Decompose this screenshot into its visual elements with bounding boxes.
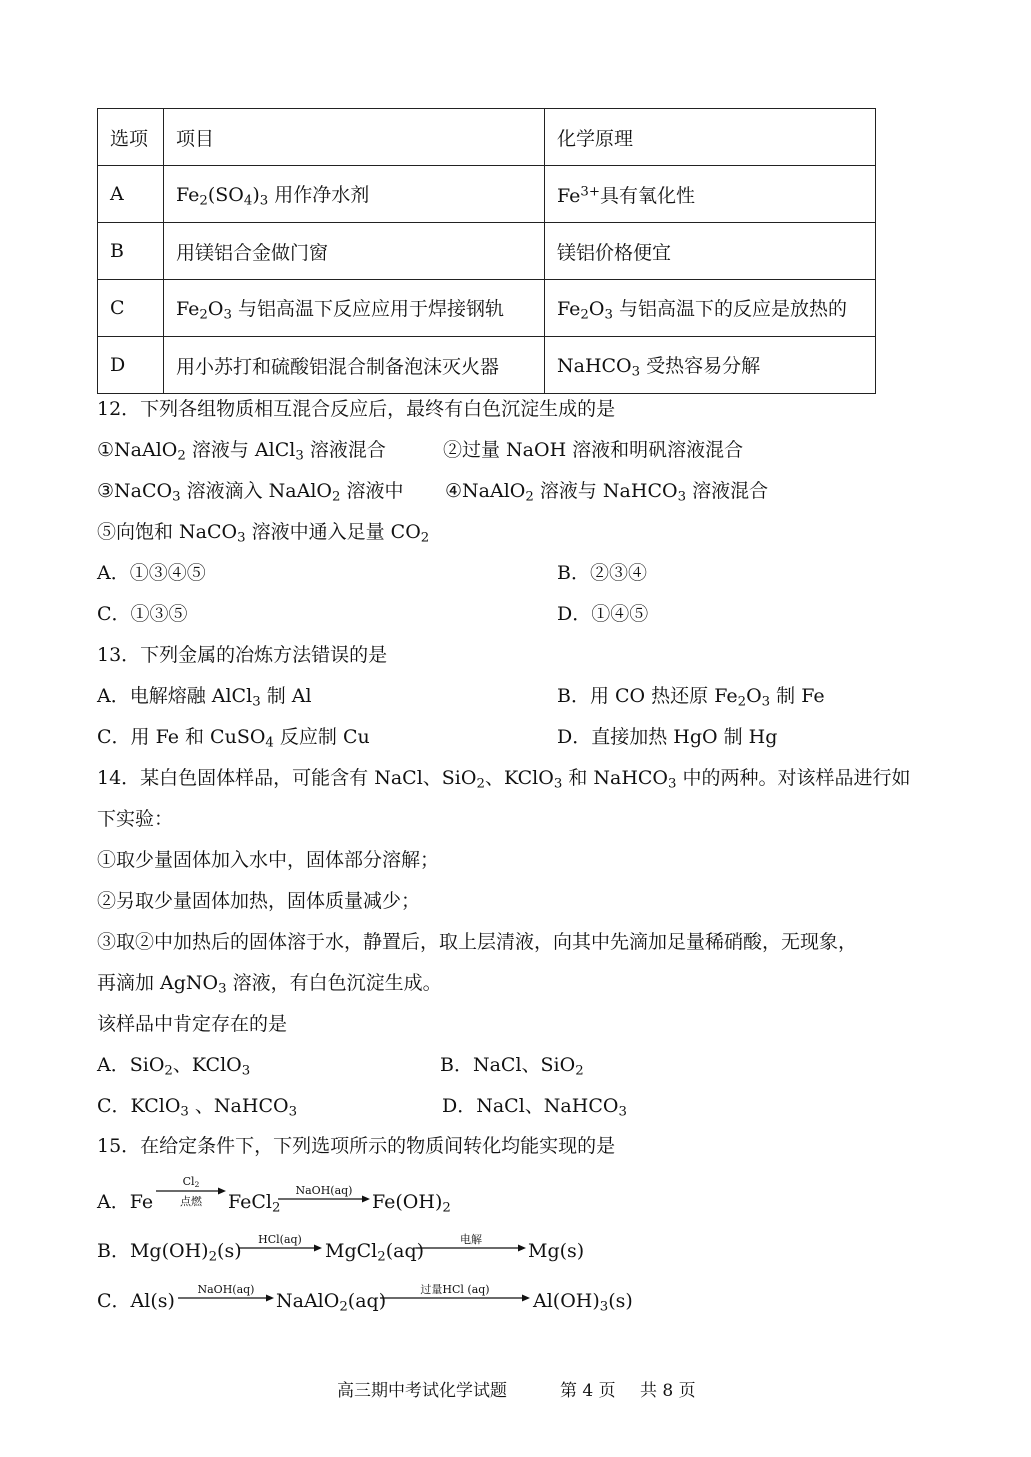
- principles-table: [97, 108, 876, 394]
- table-cell-item: $Fe_2(SO_4)_3$ 用作净水剂: [164, 166, 545, 223]
- q15-b-arrow-2-top: 电解: [460, 1233, 482, 1246]
- arrow-right-icon: [416, 1244, 526, 1252]
- q15-b-start: B．$Mg(OH)_2(s)$: [97, 1240, 242, 1265]
- q15-a-start: A．Fe: [97, 1191, 154, 1213]
- table-row: [98, 223, 876, 280]
- table-header-cell: 项目: [164, 109, 545, 166]
- table-cell-item: $Fe_2O_3$ 与铝高温下反应应用于焊接钢轨: [164, 280, 545, 337]
- q15-c-end: $Al(OH)_3(s)$: [533, 1290, 633, 1315]
- q14-step-2: ②另取少量固体加热，固体质量减少；: [97, 890, 421, 912]
- arrow-right-icon: [156, 1187, 226, 1195]
- q15-b-arrow-1: [238, 1234, 322, 1254]
- table-cell-option: D: [98, 337, 164, 394]
- q15-a-arrow-1-top: $Cl_2$: [182, 1175, 200, 1189]
- arrow-right-icon: [178, 1294, 274, 1302]
- q12-statement-5: ⑤向饱和 NaCO$_3$ 溶液中通入足量 $CO_2$: [97, 521, 430, 546]
- table-cell-principle: $Fe^{3+}$具有氧化性: [545, 166, 876, 223]
- q12-option-d: D．①④⑤: [557, 603, 649, 625]
- q14-option-c: C．KClO$_3$ 、NaHCO$_3$: [97, 1095, 298, 1120]
- table-cell-principle: NaHCO$_3$ 受热容易分解: [545, 337, 876, 394]
- arrow-right-icon: [380, 1294, 530, 1302]
- q15-c-arrow-1: [178, 1284, 274, 1304]
- q15-a-arrow-2: [278, 1185, 370, 1205]
- q12-option-c: C．①③⑤: [97, 603, 188, 625]
- q12-option-b: B．②③④: [557, 562, 647, 584]
- table-row: [98, 166, 876, 223]
- q12-statement-2: ②过量 NaOH 溶液和明矾溶液混合: [443, 439, 744, 461]
- footer-page-number: 第 4 页: [560, 1381, 616, 1401]
- q15-c-mid: NaAlO$_2$(aq): [276, 1290, 387, 1315]
- table-cell-option: B: [98, 223, 164, 280]
- q13-option-c: C．用 Fe 和 CuSO$_4$ 反应制 Cu: [97, 726, 370, 751]
- q15-c-start: C．Al(s): [97, 1290, 175, 1312]
- q15-a-arrow-1: [156, 1176, 226, 1210]
- q15-b-end: Mg(s): [528, 1240, 585, 1262]
- q15-b-mid: MgCl$_2$(aq): [325, 1240, 425, 1265]
- q15-b-arrow-2: [416, 1234, 526, 1254]
- q14-step-3-line1: ③取②中加热后的固体溶于水，静置后，取上层清液，向其中先滴加足量稀硝酸，无现象，: [97, 931, 858, 953]
- q12-stem: 12．下列各组物质相互混合反应后，最终有白色沉淀生成的是: [97, 398, 616, 420]
- q14-step-3-line2: 再滴加 AgNO$_3$ 溶液，有白色沉淀生成。: [97, 972, 442, 997]
- table-header-cell: 选项: [98, 109, 164, 166]
- table-cell-principle: 镁铝价格便宜: [545, 223, 876, 280]
- q15-a-arrow-1-bottom: 点燃: [180, 1195, 202, 1208]
- arrow-right-icon: [278, 1195, 370, 1203]
- arrow-right-icon: [238, 1244, 322, 1252]
- table-header-row: [98, 109, 876, 166]
- q14-stem-line1: 14．某白色固体样品，可能含有 NaCl、SiO$_2$、KClO$_3$ 和 NaHCO$_3$ 中的两种。对该样品进行如: [97, 767, 911, 792]
- table-cell-principle: $Fe_2O_3$ 与铝高温下的反应是放热的: [545, 280, 876, 337]
- table-cell-option: A: [98, 166, 164, 223]
- q13-stem: 13．下列金属的冶炼方法错误的是: [97, 644, 388, 666]
- table-cell-item: 用小苏打和硫酸铝混合制备泡沫灭火器: [164, 337, 545, 394]
- q13-option-a: A．电解熔融 AlCl$_3$ 制 Al: [97, 685, 312, 710]
- footer-total-pages: 共 8 页: [640, 1381, 696, 1401]
- footer-title: 高三期中考试化学试题: [337, 1381, 507, 1401]
- q14-option-a: A．SiO$_2$、KClO$_3$: [97, 1054, 251, 1079]
- q15-a-mid: FeCl$_2$: [228, 1191, 281, 1216]
- q14-option-b: B．NaCl、SiO$_2$: [440, 1054, 584, 1079]
- q15-a-arrow-2-top: NaOH(aq): [295, 1184, 353, 1197]
- q15-a-end: $Fe(OH)_2$: [372, 1191, 451, 1216]
- q15-b-arrow-1-top: HCl(aq): [258, 1233, 302, 1246]
- q12-statement-4: ④NaAlO$_2$ 溶液与 NaHCO$_3$ 溶液混合: [445, 480, 769, 505]
- q15-c-arrow-1-top: NaOH(aq): [197, 1283, 255, 1296]
- q12-statement-1: ①NaAlO$_2$ 溶液与 AlCl$_3$ 溶液混合: [97, 439, 386, 464]
- q14-option-d: D．NaCl、NaHCO$_3$: [442, 1095, 627, 1120]
- q13-option-b: B．用 CO 热还原 $Fe_2O_3$ 制 Fe: [557, 685, 825, 710]
- q13-option-d: D．直接加热 HgO 制 Hg: [557, 726, 778, 748]
- q15-c-arrow-2: [380, 1284, 530, 1304]
- table-row: [98, 337, 876, 394]
- q14-step-1: ①取少量固体加入水中，固体部分溶解；: [97, 849, 440, 871]
- table-header-cell: 化学原理: [545, 109, 876, 166]
- q15-stem: 15．在给定条件下，下列选项所示的物质间转化均能实现的是: [97, 1135, 616, 1157]
- table-cell-option: C: [98, 280, 164, 337]
- table-row: [98, 280, 876, 337]
- q14-question: 该样品中肯定存在的是: [97, 1013, 288, 1035]
- q12-option-a: A．①③④⑤: [97, 562, 206, 584]
- table-cell-item: 用镁铝合金做门窗: [164, 223, 545, 280]
- q15-c-arrow-2-top: 过量HCl (aq): [420, 1283, 490, 1296]
- q14-stem-line2: 下实验：: [97, 808, 174, 830]
- q12-statement-3: ③NaCO$_3$ 溶液滴入 NaAlO$_2$ 溶液中: [97, 480, 404, 505]
